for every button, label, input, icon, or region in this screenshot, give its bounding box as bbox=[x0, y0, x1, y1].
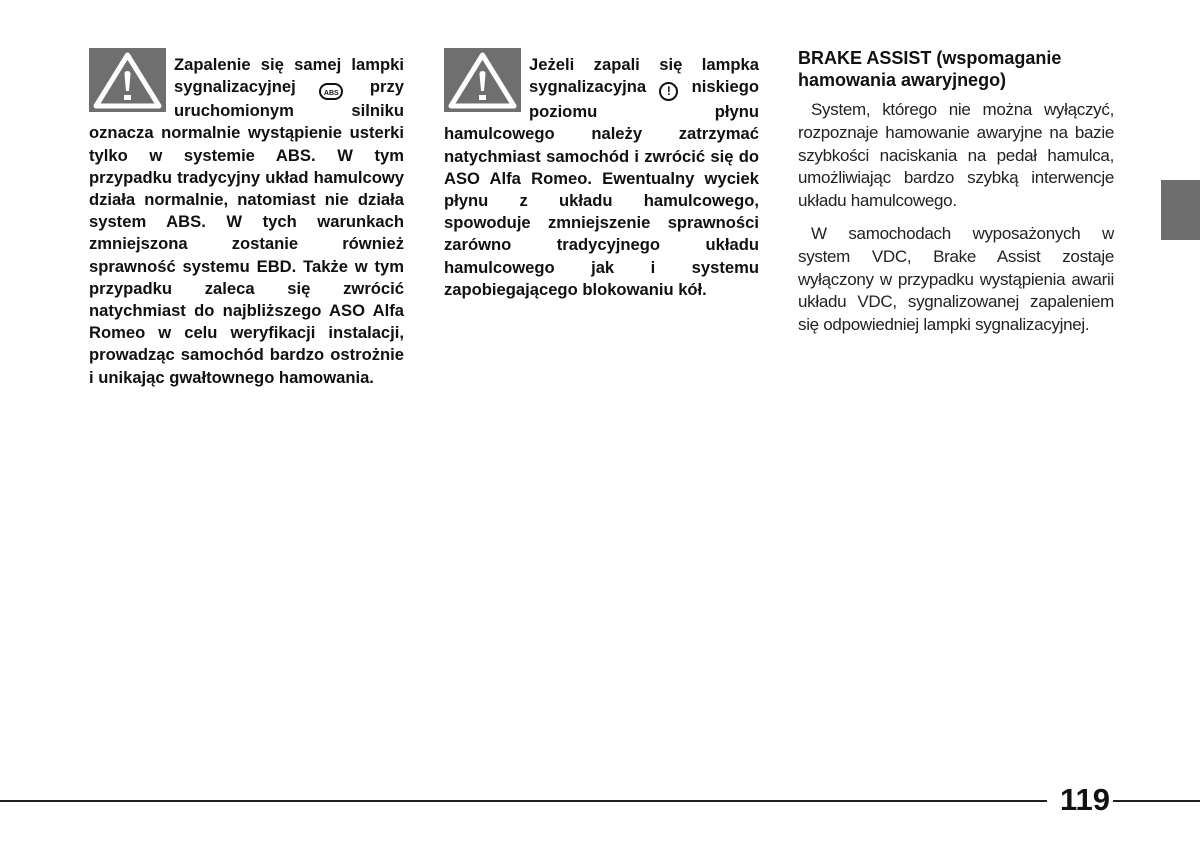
warning-triangle-icon bbox=[444, 48, 521, 112]
footer-rule-left bbox=[0, 800, 1047, 802]
brake-fluid-column bbox=[444, 54, 759, 301]
page-number: 119 bbox=[1059, 782, 1110, 817]
brake-fluid-text-body: niskiego poziomu płynu hamulcowego należy zatrzymać natychmiast samochód i zwrócić się do ASO Alfa Romeo. Ewentualny wyciek płynu z układu hamulcowego, spowoduje zmniejszenie sprawności zarówno tradycyjnego układu hamulcowego jak i systemu zapobiegającego blokowaniu kół. bbox=[444, 77, 759, 299]
abs-warning-text-intro: Zapalenie się samej lampki sygnalizacyjnej bbox=[174, 55, 404, 97]
paragraph-2: W samochodach wyposażonych w system VDC, Brake Assist zostaje wyłączony w przypadku wystąpienia awarii układu VDC, sygnalizowanej zapaleniem się odpowiedniej lampki sygnalizacyjnej. bbox=[798, 223, 1114, 335]
abs-warning-light-icon: ABS bbox=[319, 83, 343, 100]
section-heading-rest: (wspomaganie hamowania awaryjnego) bbox=[798, 48, 1062, 90]
brake-assist-column bbox=[798, 48, 1114, 347]
brake-fluid-warning-icon: ! bbox=[659, 82, 678, 101]
abs-warning-text-body: przy uruchomionym silniku oznacza normalnie wystąpienie usterki tylko w systemie ABS. W tym przypadku tradycyjny układ hamulcowy działa normalnie, natomiast nie działa system ABS. W tych warunkach zmniejszona zostanie również sprawność systemu EBD. Także w tym przypadku zaleca się zwrócić natychmiast do najbliższego ASO Alfa Romeo w celu weryfikacji instalacji, prowadząc samochód bardzo ostrożnie i unikając gwałtownego hamowania. bbox=[89, 77, 404, 387]
section-heading bbox=[798, 47, 1114, 91]
section-tab-marker bbox=[1161, 180, 1200, 240]
paragraph-1: System, którego nie można wyłączyć, rozpoznaje hamowanie awaryjne na bazie szybkości naciskania na pedał hamulca, umożliwiając bardzo szybką interwencje układu hamulcowego. bbox=[798, 100, 1114, 211]
warning-triangle-icon bbox=[89, 48, 166, 112]
footer-rule-right bbox=[1113, 800, 1200, 802]
warning-abs-column bbox=[89, 54, 404, 389]
brake-fluid-text-intro: Jeżeli zapali się lampka sygnalizacyjna bbox=[529, 55, 759, 97]
section-heading-bold: BRAKE ASSIST bbox=[798, 48, 932, 68]
